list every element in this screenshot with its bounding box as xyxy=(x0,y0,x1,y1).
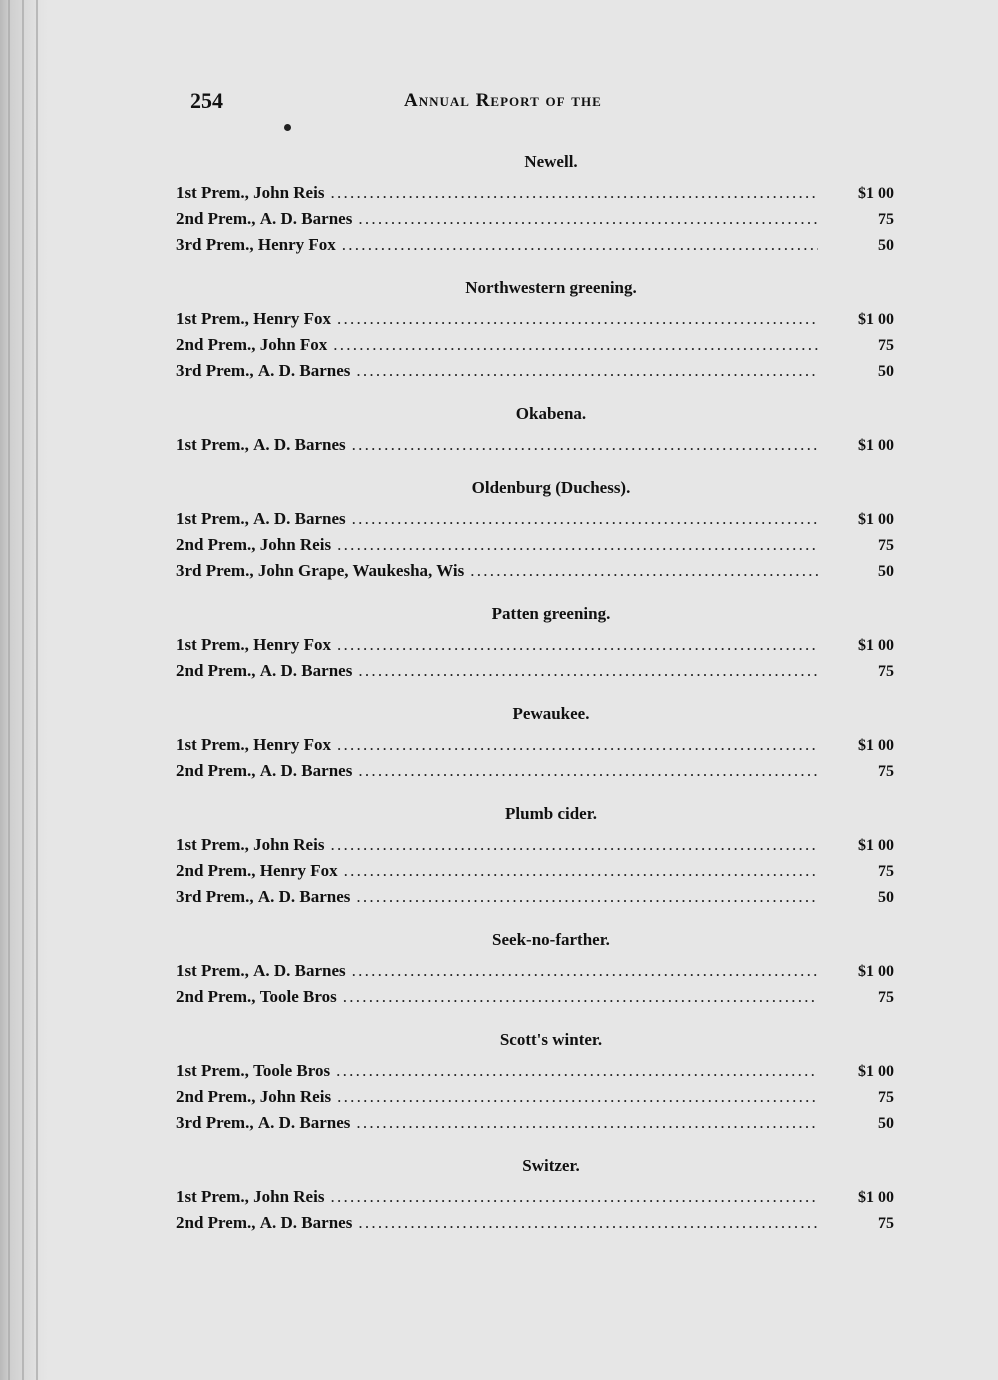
separator: , xyxy=(244,961,254,980)
premium-row xyxy=(176,306,894,332)
premium-amount: 75 xyxy=(878,863,894,880)
winner-name: Toole Bros xyxy=(259,987,337,1006)
winner-name: A. D. Barnes xyxy=(259,209,353,228)
separator: , xyxy=(244,435,254,454)
variety-title: Oldenburg (Duchess). xyxy=(471,478,631,497)
winner-name: A. D. Barnes xyxy=(257,361,351,380)
premium-amount: $1 00 xyxy=(858,1063,894,1080)
premium-row xyxy=(176,958,894,984)
premium-row xyxy=(176,632,894,658)
premium-row xyxy=(176,532,894,558)
premium-amount: 75 xyxy=(878,1215,894,1232)
premium-amount: 75 xyxy=(878,763,894,780)
winner-name: A. D. Barnes xyxy=(253,509,346,528)
separator: , xyxy=(244,835,254,854)
premium-place: 1st Prem. xyxy=(176,735,245,754)
premium-place: 1st Prem. xyxy=(176,835,245,854)
dot-leader xyxy=(356,884,818,910)
premium-amount: $1 00 xyxy=(858,963,894,980)
variety-title: Scott's winter. xyxy=(499,1030,603,1049)
dot-leader xyxy=(356,1110,818,1136)
premium-amount: $1 00 xyxy=(858,185,894,202)
variety-section xyxy=(176,1154,896,1236)
print-dot-mark xyxy=(284,124,291,131)
premium-place: 2nd Prem. xyxy=(176,761,252,780)
premium-place: 3rd Prem. xyxy=(176,561,250,580)
premium-amount: 50 xyxy=(878,1115,894,1132)
premium-place: 2nd Prem. xyxy=(176,987,252,1006)
premium-amount: 50 xyxy=(878,889,894,906)
variety-section xyxy=(176,802,896,910)
separator: , xyxy=(244,309,254,328)
separator: , xyxy=(251,761,260,780)
dot-leader xyxy=(352,432,818,458)
winner-name: John Fox xyxy=(259,335,328,354)
premium-row xyxy=(176,558,894,584)
premium-place: 1st Prem. xyxy=(176,961,245,980)
dot-leader xyxy=(470,558,818,584)
variety-title: Seek-no-farther. xyxy=(492,930,610,949)
winner-name: John Reis xyxy=(259,1087,332,1106)
dot-leader xyxy=(333,332,818,358)
variety-section xyxy=(176,702,896,784)
winner-name: A. D. Barnes xyxy=(259,761,353,780)
premium-place: 1st Prem. xyxy=(176,309,245,328)
page-edge-line xyxy=(22,0,24,1380)
separator: , xyxy=(249,361,258,380)
page-header xyxy=(190,88,890,120)
dot-leader xyxy=(337,306,818,332)
dot-leader xyxy=(342,232,818,258)
separator: , xyxy=(244,1061,254,1080)
premium-amount: $1 00 xyxy=(858,311,894,328)
premium-row xyxy=(176,732,894,758)
premium-amount: 50 xyxy=(878,363,894,380)
separator: , xyxy=(244,735,254,754)
premium-amount: 50 xyxy=(878,563,894,580)
premium-row xyxy=(176,832,894,858)
dot-leader xyxy=(343,984,818,1010)
separator: , xyxy=(249,887,258,906)
winner-name: A. D. Barnes xyxy=(257,1113,351,1132)
premium-row xyxy=(176,358,894,384)
variety-title: Patten greening. xyxy=(491,604,611,623)
variety-title: Northwestern greening. xyxy=(465,278,637,297)
dot-leader xyxy=(356,358,818,384)
premium-row xyxy=(176,1210,894,1236)
variety-title: Okabena. xyxy=(515,404,587,423)
premium-place: 1st Prem. xyxy=(176,509,245,528)
winner-name: A. D. Barnes xyxy=(259,1213,353,1232)
separator: , xyxy=(251,335,260,354)
premium-row xyxy=(176,1110,894,1136)
dot-leader xyxy=(358,206,818,232)
separator: , xyxy=(244,1187,254,1206)
premium-amount: 75 xyxy=(878,989,894,1006)
winner-name: Henry Fox xyxy=(259,861,338,880)
premium-row xyxy=(176,884,894,910)
winner-name: Toole Bros xyxy=(253,1061,331,1080)
dot-leader xyxy=(358,758,818,784)
premium-place: 1st Prem. xyxy=(176,183,245,202)
separator: , xyxy=(249,235,258,254)
page-spine xyxy=(0,0,48,1380)
dot-leader xyxy=(330,1184,818,1210)
premium-place: 2nd Prem. xyxy=(176,861,252,880)
premium-row xyxy=(176,206,894,232)
premium-place: 1st Prem. xyxy=(176,635,245,654)
page-edge-line xyxy=(8,0,10,1380)
premium-row xyxy=(176,1058,894,1084)
variety-section xyxy=(176,150,896,258)
premium-row xyxy=(176,858,894,884)
variety-title: Plumb cider. xyxy=(505,804,597,823)
premium-row xyxy=(176,232,894,258)
premium-row xyxy=(176,180,894,206)
premium-row xyxy=(176,506,894,532)
dot-leader xyxy=(330,832,818,858)
premium-place: 2nd Prem. xyxy=(176,335,252,354)
winner-name: John Grape, Waukesha, Wis xyxy=(257,561,465,580)
premium-place: 1st Prem. xyxy=(176,1061,245,1080)
premium-amount: 50 xyxy=(878,237,894,254)
premium-place: 2nd Prem. xyxy=(176,1213,252,1232)
premium-amount: $1 00 xyxy=(858,511,894,528)
premium-place: 1st Prem. xyxy=(176,1187,245,1206)
separator: , xyxy=(251,535,260,554)
winner-name: Henry Fox xyxy=(253,635,332,654)
variety-title: Switzer. xyxy=(522,1156,580,1175)
winner-name: A. D. Barnes xyxy=(253,435,346,454)
separator: , xyxy=(251,661,260,680)
variety-title: Pewaukee. xyxy=(512,704,590,723)
premium-amount: 75 xyxy=(878,537,894,554)
dot-leader xyxy=(336,1058,818,1084)
dot-leader xyxy=(352,958,818,984)
separator: , xyxy=(251,861,260,880)
winner-name: John Reis xyxy=(253,835,325,854)
winner-name: Henry Fox xyxy=(253,309,332,328)
premium-row xyxy=(176,758,894,784)
winner-name: A. D. Barnes xyxy=(259,661,353,680)
premium-place: 2nd Prem. xyxy=(176,661,252,680)
premium-amount: 75 xyxy=(878,337,894,354)
winner-name: A. D. Barnes xyxy=(253,961,346,980)
winner-name: Henry Fox xyxy=(253,735,332,754)
premium-row xyxy=(176,658,894,684)
premium-amount: 75 xyxy=(878,663,894,680)
separator: , xyxy=(251,987,260,1006)
dot-leader xyxy=(358,1210,818,1236)
variety-section xyxy=(176,402,896,458)
premium-row xyxy=(176,984,894,1010)
separator: , xyxy=(251,209,260,228)
variety-section xyxy=(176,602,896,684)
variety-title: Newell. xyxy=(524,152,578,171)
variety-section xyxy=(176,276,896,384)
premium-amount: $1 00 xyxy=(858,837,894,854)
premium-list xyxy=(176,150,896,1254)
dot-leader xyxy=(337,732,818,758)
variety-section xyxy=(176,928,896,1010)
dot-leader xyxy=(337,532,818,558)
premium-row xyxy=(176,432,894,458)
dot-leader xyxy=(337,632,818,658)
premium-amount: 75 xyxy=(878,211,894,228)
separator: , xyxy=(251,1087,260,1106)
separator: , xyxy=(249,1113,258,1132)
premium-place: 3rd Prem. xyxy=(176,235,250,254)
separator: , xyxy=(244,183,254,202)
separator: , xyxy=(244,635,254,654)
dot-leader xyxy=(337,1084,818,1110)
premium-amount: $1 00 xyxy=(858,737,894,754)
winner-name: John Reis xyxy=(253,183,325,202)
separator: , xyxy=(244,509,254,528)
premium-row xyxy=(176,332,894,358)
page-edge-line xyxy=(36,0,38,1380)
premium-place: 2nd Prem. xyxy=(176,535,252,554)
separator: , xyxy=(249,561,258,580)
variety-section xyxy=(176,1028,896,1136)
premium-place: 3rd Prem. xyxy=(176,361,250,380)
premium-place: 3rd Prem. xyxy=(176,1113,250,1132)
winner-name: John Reis xyxy=(253,1187,325,1206)
winner-name: A. D. Barnes xyxy=(257,887,351,906)
separator: , xyxy=(251,1213,260,1232)
running-title: Annual Report of the xyxy=(404,90,602,111)
premium-row xyxy=(176,1084,894,1110)
premium-row xyxy=(176,1184,894,1210)
dot-leader xyxy=(344,858,818,884)
premium-amount: $1 00 xyxy=(858,637,894,654)
dot-leader xyxy=(352,506,818,532)
premium-amount: $1 00 xyxy=(858,1189,894,1206)
dot-leader xyxy=(330,180,818,206)
dot-leader xyxy=(358,658,818,684)
variety-section xyxy=(176,476,896,584)
premium-place: 2nd Prem. xyxy=(176,1087,252,1106)
premium-place: 1st Prem. xyxy=(176,435,245,454)
premium-amount: $1 00 xyxy=(858,437,894,454)
winner-name: John Reis xyxy=(259,535,332,554)
page-number: 254 xyxy=(190,88,223,113)
premium-place: 2nd Prem. xyxy=(176,209,252,228)
premium-amount: 75 xyxy=(878,1089,894,1106)
premium-place: 3rd Prem. xyxy=(176,887,250,906)
winner-name: Henry Fox xyxy=(257,235,336,254)
